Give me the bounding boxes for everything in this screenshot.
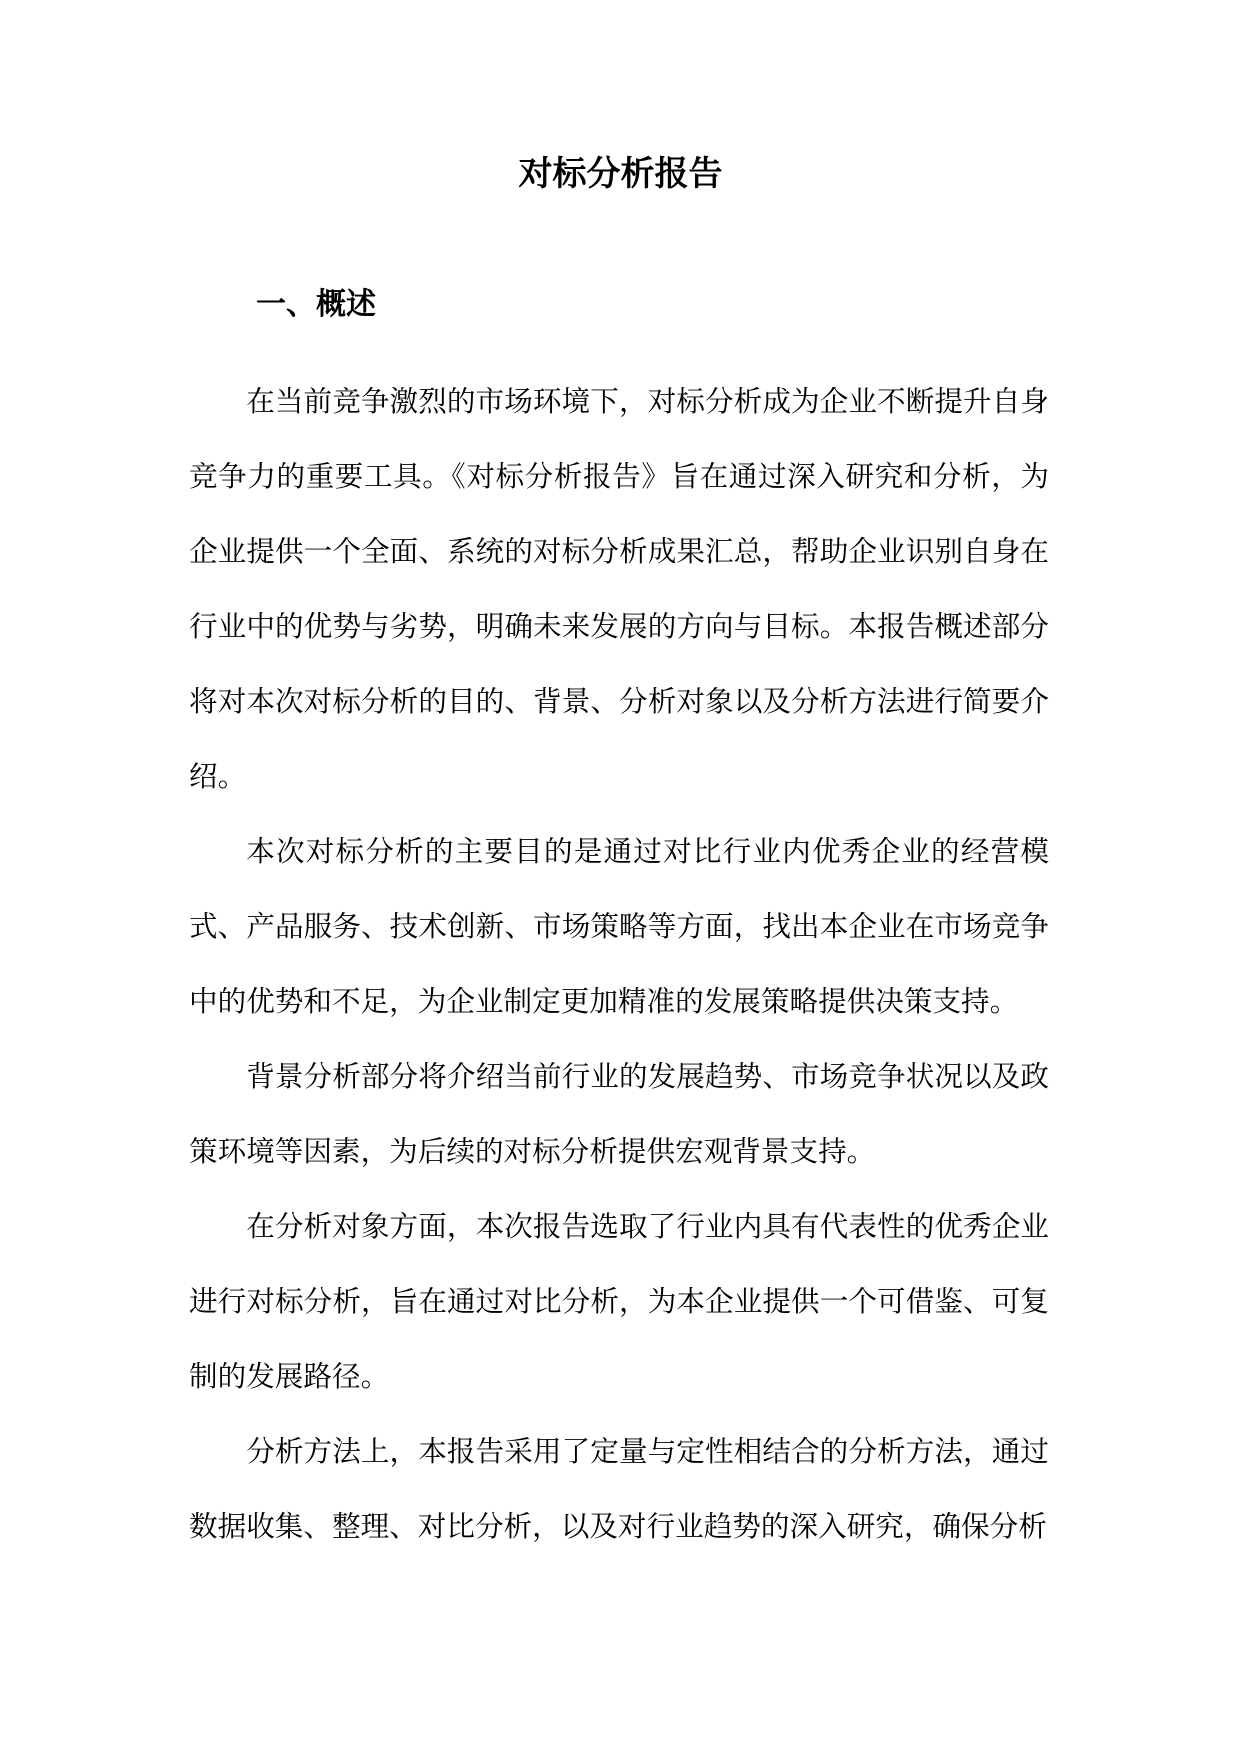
paragraph-analysis-objects: 在分析对象方面，本次报告选取了行业内具有代表性的优秀企业进行对标分析，旨在通过对比分析，为本企业提供一个可借鉴、可复制的发展路径。 [189, 1209, 1049, 1393]
document-title: 对标分析报告 [518, 154, 723, 194]
paragraph-analysis-methods: 分析方法上，本报告采用了定量与定性相结合的分析方法，通过数据收集、整理、对比分析，以及对行业趋势的深入研究，确保分析 [189, 1434, 1049, 1543]
section-heading: 一、概述 [256, 287, 376, 322]
paragraph-purpose: 本次对标分析的主要目的是通过对比行业内优秀企业的经营模式、产品服务、技术创新、市场策略等方面，找出本企业在市场竞争中的优势和不足，为企业制定更加精准的发展策略提供决策支持。 [189, 834, 1049, 1018]
paragraph-overview: 在当前竞争激烈的市场环境下，对标分析成为企业不断提升自身竞争力的重要工具。《对标分析报告》旨在通过深入研究和分析，为企业提供一个全面、系统的对标分析成果汇总，帮助企业识别自身在行业中的优势与劣势，明确未来发展的方向与目标。本报告概述部分将对本次对标分析的目的、背景、分析对象以及分析方法进行简要介绍。 [189, 384, 1049, 793]
paragraph-background: 背景分析部分将介绍当前行业的发展趋势、市场竞争状况以及政策环境等因素，为后续的对标分析提供宏观背景支持。 [189, 1059, 1049, 1168]
document-body [189, 364, 1049, 1564]
